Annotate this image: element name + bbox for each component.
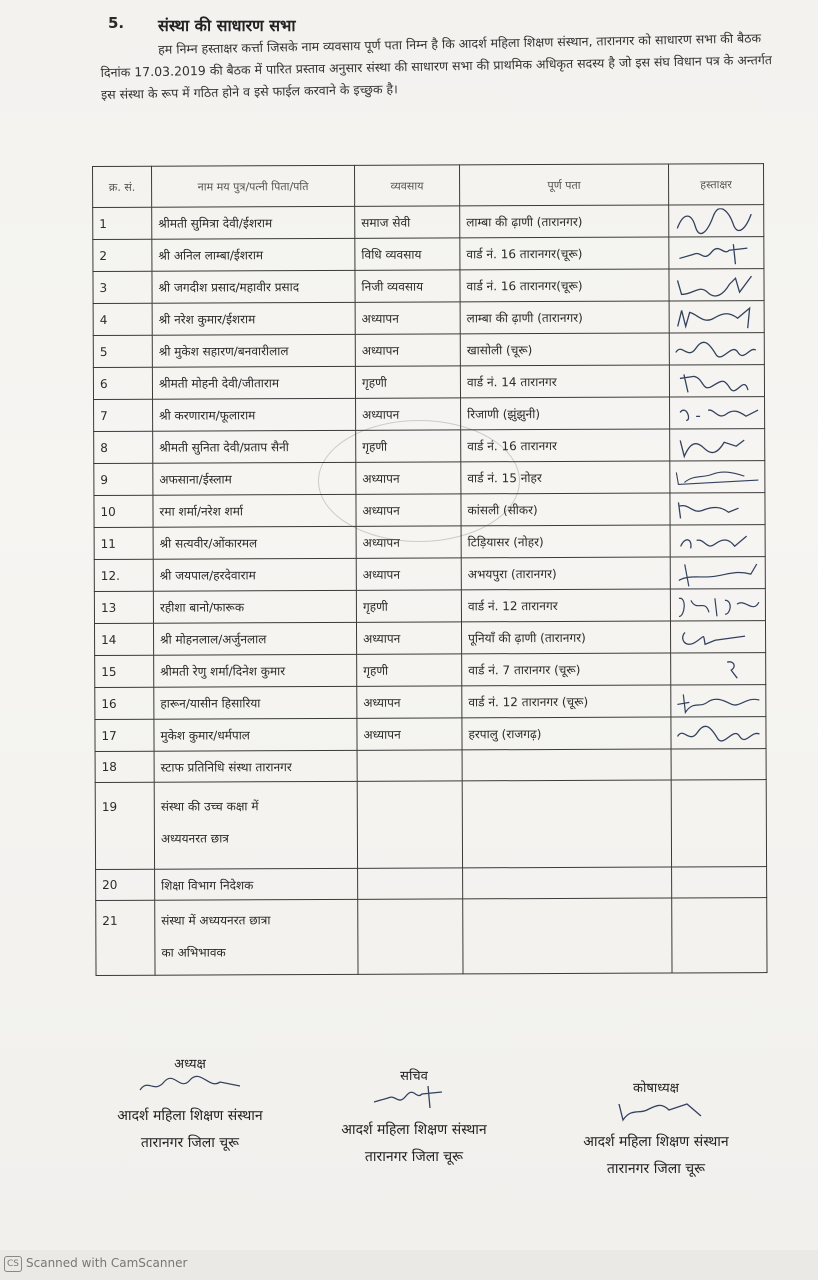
occupation-cell: समाज सेवी	[355, 206, 460, 238]
address-cell: खासोली (चूरू)	[460, 333, 669, 366]
name-cell: श्री नरेश कुमार/ईशराम	[152, 302, 355, 335]
handwritten-signature	[676, 400, 758, 426]
occupation-cell: अध्यापन	[356, 558, 461, 590]
address-cell	[462, 749, 671, 781]
name-cell: रहीशा बानो/फारूक	[153, 590, 356, 623]
table-row	[94, 557, 765, 592]
signature-cell	[670, 397, 765, 429]
table-row	[93, 365, 764, 400]
table-row	[94, 461, 765, 496]
table-row	[95, 653, 766, 688]
address-cell: अभयपुरा (तारानगर)	[461, 557, 670, 590]
address-cell: वार्ड नं. 12 तारानगर	[461, 589, 670, 622]
officer-place: तारानगर जिला चूरू	[606, 1161, 706, 1177]
occupation-cell: अध्यापन	[357, 686, 462, 718]
handwritten-signature	[675, 208, 757, 234]
name-cell: श्रीमती सुनिता देवी/प्रताप सैनी	[153, 430, 356, 463]
serial-cell: 20	[96, 869, 155, 900]
name-line-1: संस्था की उच्च कक्षा में	[160, 799, 259, 814]
name-cell: शिक्षा विभाग निदेशक	[155, 868, 358, 900]
signature-cell	[670, 589, 765, 621]
address-cell: वार्ड नं. 7 तारानगर (चूरू)	[462, 653, 671, 686]
table-row	[95, 749, 766, 783]
occupation-cell: विधि व्यवसाय	[355, 238, 460, 270]
camscanner-text: Scanned with CamScanner	[26, 1256, 188, 1270]
section-title: संस्था की साधारण सभा	[158, 16, 296, 35]
handwritten-signature	[676, 368, 758, 394]
name-cell: श्री मुकेश सहारण/बनवारीलाल	[152, 334, 355, 367]
occupation-cell: गृहणी	[357, 654, 462, 686]
signature-cell	[669, 237, 764, 269]
intro-paragraph: हम निम्न हस्ताक्षर कर्त्ता जिसके नाम व्यवसाय पूर्ण पता निम्न है कि आदर्श महिला शिक्षण संस्थान, तारानगर को साधारण सभा की बैठक दिनांक 17.03.2019 की बैठक में पारित प्रस्ताव अनुसार संस्था की साधारण सभा की प्राथमिक अधिकृत सदस्य है जो इस संघ विधान पत्र के अन्तर्गत इस संस्था के रूप में गठित होने व इसे फाईल करवाने के इच्छुक है।	[100, 30, 773, 102]
table-row	[93, 205, 764, 240]
name-line-1: संस्था में अध्ययनरत छात्रा	[161, 913, 271, 928]
name-cell: श्री अनिल लाम्बा/ईशराम	[152, 238, 355, 271]
table-row	[93, 333, 764, 368]
address-cell: वार्ड नं. 12 तारानगर (चूरू)	[462, 685, 671, 718]
secretary-block	[314, 1066, 514, 1166]
serial-cell: 7	[94, 399, 153, 431]
name-cell: श्रीमती मोहनी देवी/जीताराम	[152, 366, 355, 399]
occupation-cell	[357, 781, 462, 868]
name-cell	[155, 899, 358, 975]
signature-cell	[670, 557, 765, 589]
table-row	[96, 867, 767, 901]
occupation-cell	[358, 868, 463, 899]
name-cell: श्रीमती रेणु शर्मा/दिनेश कुमार	[154, 654, 357, 687]
officer-place: तारानगर जिला चूरू	[140, 1135, 240, 1151]
serial-cell: 1	[93, 207, 152, 239]
serial-cell: 12.	[94, 559, 153, 591]
handwritten-signature	[676, 464, 758, 490]
name-cell: हारून/यासीन हिसारिया	[154, 686, 357, 719]
address-cell: वार्ड नं. 16 तारानगर	[461, 429, 670, 462]
table-row	[95, 717, 766, 752]
serial-cell: 18	[95, 751, 154, 782]
serial-cell: 17	[95, 719, 154, 751]
occupation-cell	[358, 899, 463, 974]
serial-cell: 14	[94, 623, 153, 655]
serial-cell: 9	[94, 463, 153, 495]
signature-cell	[669, 269, 764, 301]
occupation-cell: गृहणी	[356, 590, 461, 622]
name-cell: श्री सत्यवीर/ओंकारमल	[153, 526, 356, 559]
name-cell: रमा शर्मा/नरेश शर्मा	[153, 494, 356, 527]
address-cell: वार्ड नं. 16 तारानगर(चूरू)	[460, 269, 669, 302]
signature-cell	[671, 653, 766, 685]
address-cell: टिड़ियासर (नोहर)	[461, 525, 670, 558]
camscanner-logo: CS	[4, 1256, 22, 1272]
address-cell: वार्ड नं. 14 तारानगर	[460, 365, 669, 398]
handwritten-signature	[677, 528, 759, 554]
name-cell: श्री जयपाल/हरदेवाराम	[153, 558, 356, 591]
name-cell: अफसाना/ईस्लाम	[153, 462, 356, 495]
address-cell	[463, 867, 672, 899]
header-serial: क्र. सं.	[93, 166, 152, 207]
address-cell	[462, 780, 671, 868]
officer-role: अध्यक्ष	[174, 1057, 206, 1072]
name-cell: श्री जगदीश प्रसाद/महावीर प्रसाद	[152, 270, 355, 303]
occupation-cell: अध्यापन	[357, 718, 462, 750]
signature-cell	[671, 780, 766, 867]
header-occupation: व्यवसाय	[354, 165, 459, 206]
address-cell: वार्ड नं. 15 नोहर	[461, 461, 670, 494]
table-header-row	[93, 164, 764, 208]
header-signature: हस्ताक्षर	[668, 164, 763, 205]
handwritten-signature	[676, 336, 758, 362]
signature-cell	[672, 898, 767, 973]
table-row	[96, 898, 767, 976]
table-row	[93, 237, 764, 272]
officer-org: आदर्श महिला शिक्षण संस्थान	[117, 1108, 263, 1124]
name-cell: श्री मोहनलाल/अर्जुनलाल	[153, 622, 356, 655]
address-cell: हरपालु (राजगढ़)	[462, 717, 671, 750]
serial-cell: 4	[93, 303, 152, 335]
treasurer-block	[556, 1078, 756, 1178]
officer-org: आदर्श महिला शिक्षण संस्थान	[341, 1122, 487, 1138]
handwritten-signature	[677, 624, 759, 650]
serial-cell: 16	[95, 687, 154, 719]
table-row	[95, 685, 766, 720]
handwritten-signature	[676, 304, 758, 330]
table-row	[95, 780, 766, 870]
serial-cell: 8	[94, 431, 153, 463]
address-cell: रिजाणी (झुंझुनी)	[461, 397, 670, 430]
occupation-cell: अध्यापन	[356, 398, 461, 430]
occupation-cell	[357, 750, 462, 781]
name-line-2: अध्ययनरत छात्र	[160, 831, 229, 846]
serial-cell: 19	[95, 782, 154, 869]
signature-cell	[671, 685, 766, 717]
officer-role: कोषाध्यक्ष	[633, 1081, 679, 1096]
table-row	[94, 429, 765, 464]
table-row	[94, 589, 765, 624]
occupation-cell: अध्यापन	[355, 334, 460, 366]
header-name: नाम मय पुत्र/पत्नी पिता/पति	[152, 165, 355, 207]
occupation-cell: गृहणी	[355, 366, 460, 398]
occupation-cell: गृहणी	[356, 430, 461, 462]
handwritten-signature	[676, 496, 758, 522]
serial-cell: 10	[94, 495, 153, 527]
name-cell: श्रीमती सुमित्रा देवी/ईशराम	[152, 206, 355, 239]
signature-cell	[669, 205, 764, 237]
secretary-signature	[354, 1084, 474, 1112]
table-row	[93, 301, 764, 336]
table-row	[93, 269, 764, 304]
signature-cell	[669, 301, 764, 333]
serial-cell: 15	[95, 655, 154, 687]
table-row	[94, 397, 765, 432]
handwritten-signature	[677, 592, 759, 618]
occupation-cell: अध्यापन	[356, 526, 461, 558]
header-address: पूर्ण पता	[459, 164, 668, 206]
address-cell: कांसली (सीकर)	[461, 493, 670, 526]
officer-place: तारानगर जिला चूरू	[364, 1149, 464, 1165]
address-cell: वार्ड नं. 16 तारानगर(चूरू)	[460, 237, 669, 270]
handwritten-signature	[677, 720, 759, 746]
signature-cell	[670, 525, 765, 557]
treasurer-signature	[591, 1096, 721, 1124]
name-cell: मुकेश कुमार/धर्मपाल	[154, 718, 357, 751]
name-cell: श्री करणाराम/फूलाराम	[153, 398, 356, 431]
name-cell: स्टाफ प्रतिनिधि संस्था तारानगर	[154, 750, 357, 782]
serial-cell: 5	[93, 335, 152, 367]
handwritten-signature	[676, 432, 758, 458]
serial-cell: 6	[93, 367, 152, 399]
occupation-cell: निजी व्यवसाय	[355, 270, 460, 302]
serial-cell: 11	[94, 527, 153, 559]
president-block	[90, 1054, 290, 1152]
handwritten-signature	[677, 688, 759, 714]
president-signature	[130, 1072, 250, 1098]
address-cell: पूनियाँ की ढ़ाणी (तारानगर)	[461, 621, 670, 654]
table-row	[94, 525, 765, 560]
table-row	[94, 621, 765, 656]
table-row	[94, 493, 765, 528]
handwritten-signature	[677, 656, 759, 682]
signature-cell	[670, 429, 765, 461]
serial-cell: 2	[93, 239, 152, 271]
name-line-2: का अभिभावक	[161, 945, 226, 960]
signature-cell	[672, 867, 767, 898]
address-cell: लाम्बा की ढ़ाणी (तारानगर)	[460, 205, 669, 238]
officer-role: सचिव	[400, 1069, 428, 1084]
address-cell: लाम्बा की ढ़ाणी (तारानगर)	[460, 301, 669, 334]
signature-cell	[670, 461, 765, 493]
name-cell	[154, 781, 357, 869]
handwritten-signature	[675, 240, 757, 266]
handwritten-signature	[675, 272, 757, 298]
address-cell	[463, 898, 672, 974]
officer-org: आदर्श महिला शिक्षण संस्थान	[583, 1134, 729, 1150]
signature-cell	[669, 365, 764, 397]
handwritten-signature	[677, 560, 759, 586]
serial-cell: 21	[96, 900, 155, 975]
signature-cell	[671, 717, 766, 749]
occupation-cell: अध्यापन	[356, 494, 461, 526]
serial-cell: 3	[93, 271, 152, 303]
signature-cell	[670, 493, 765, 525]
signature-cell	[670, 621, 765, 653]
camscanner-footer	[0, 1250, 818, 1280]
section-number: 5.	[108, 14, 125, 32]
occupation-cell: अध्यापन	[356, 462, 461, 494]
members-table	[92, 163, 768, 976]
serial-cell: 13	[94, 591, 153, 623]
occupation-cell: अध्यापन	[355, 302, 460, 334]
occupation-cell: अध्यापन	[356, 622, 461, 654]
signature-cell	[671, 749, 766, 780]
signature-cell	[669, 333, 764, 365]
